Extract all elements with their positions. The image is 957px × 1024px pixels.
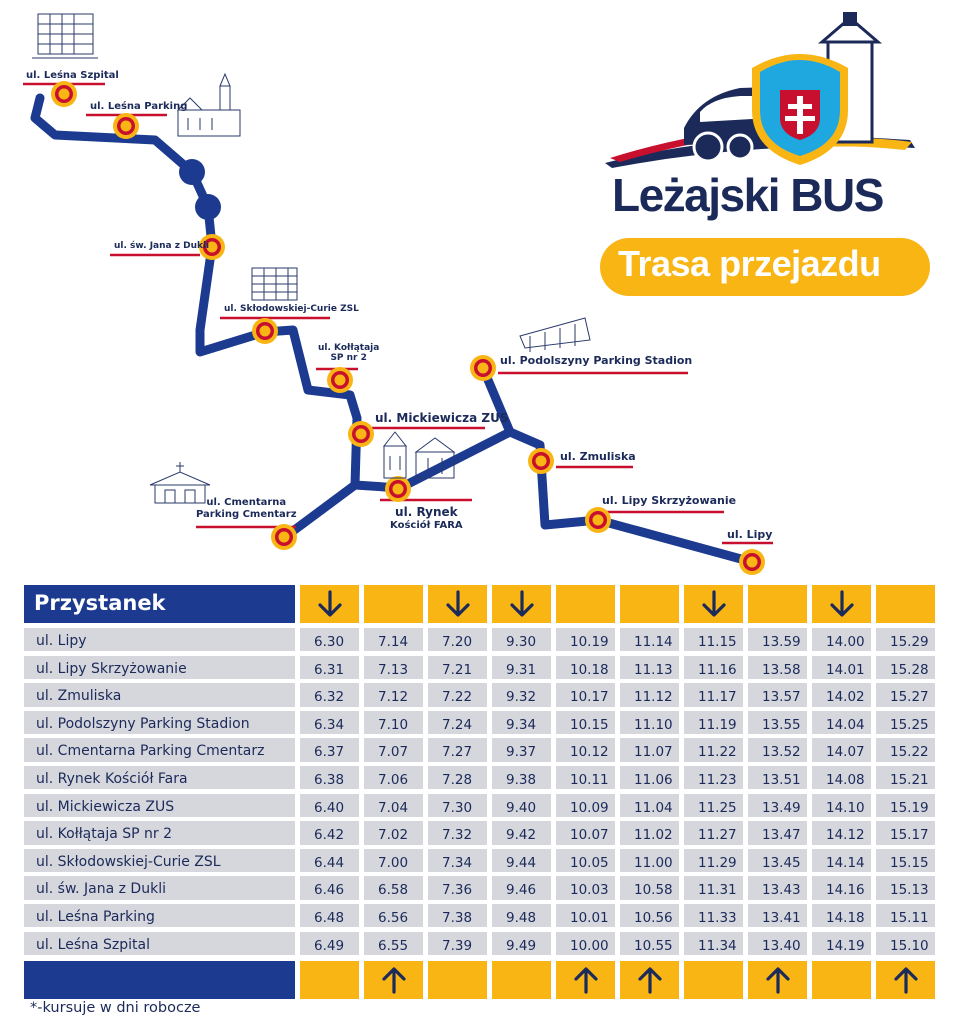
departure-time-cell: 15.10 bbox=[876, 932, 935, 955]
stop-name-cell: ul. Cmentarna Parking Cmentarz bbox=[24, 738, 295, 761]
departure-time-cell: 11.17 bbox=[684, 683, 743, 706]
departure-time-cell: 13.51 bbox=[748, 766, 807, 789]
departure-time-cell: 15.22 bbox=[876, 738, 935, 761]
arrow-down-icon bbox=[507, 589, 537, 619]
stadium-sketch-icon bbox=[520, 318, 590, 352]
departure-time-cell: 14.19 bbox=[812, 932, 871, 955]
departure-time-cell: 14.12 bbox=[812, 821, 871, 844]
departure-time-cell: 9.30 bbox=[492, 628, 551, 651]
departure-time-cell: 6.55 bbox=[364, 932, 423, 955]
departure-time-cell: 9.44 bbox=[492, 849, 551, 872]
departure-time-cell: 11.06 bbox=[620, 766, 679, 789]
departure-time-cell: 6.42 bbox=[300, 821, 359, 844]
departure-time-cell: 10.05 bbox=[556, 849, 615, 872]
departure-time-cell: 6.44 bbox=[300, 849, 359, 872]
stop-name-cell: ul. Lipy bbox=[24, 628, 295, 651]
logo-icon bbox=[605, 12, 915, 168]
stop-marker[interactable] bbox=[51, 81, 77, 107]
departure-time-cell: 7.02 bbox=[364, 821, 423, 844]
departure-time-cell: 11.22 bbox=[684, 738, 743, 761]
school-sketch-icon bbox=[252, 268, 297, 300]
stop-marker[interactable] bbox=[252, 318, 278, 344]
map-label-rynek-line1: ul. Rynek bbox=[395, 505, 458, 519]
departure-time-cell: 15.28 bbox=[876, 656, 935, 679]
departure-time-cell: 7.07 bbox=[364, 738, 423, 761]
arrow-down-icon bbox=[443, 589, 473, 619]
departure-time-cell: 7.04 bbox=[364, 794, 423, 817]
map-label-lipy-skrzyzowanie: ul. Lipy Skrzyżowanie bbox=[602, 494, 737, 507]
arrow-down-icon bbox=[827, 589, 857, 619]
departure-time-cell: 6.48 bbox=[300, 904, 359, 927]
column-direction-header bbox=[492, 585, 551, 623]
departure-time-cell: 9.34 bbox=[492, 711, 551, 734]
departure-time-cell: 7.14 bbox=[364, 628, 423, 651]
departure-time-cell: 11.34 bbox=[684, 932, 743, 955]
departure-time-cell: 15.19 bbox=[876, 794, 935, 817]
column-direction-footer bbox=[492, 961, 551, 999]
departure-time-cell: 11.02 bbox=[620, 821, 679, 844]
column-direction-header bbox=[556, 585, 615, 623]
map-label-cmentarna bbox=[196, 497, 297, 520]
departure-time-cell: 14.02 bbox=[812, 683, 871, 706]
departure-time-cell: 7.34 bbox=[428, 849, 487, 872]
map-label-cmentarna-line2: Parking Cmentarz bbox=[196, 508, 297, 520]
arrow-down-icon bbox=[699, 589, 729, 619]
departure-time-cell: 13.41 bbox=[748, 904, 807, 927]
stop-marker[interactable] bbox=[327, 367, 353, 393]
departure-time-cell: 13.45 bbox=[748, 849, 807, 872]
departure-time-cell: 6.31 bbox=[300, 656, 359, 679]
departure-time-cell: 9.48 bbox=[492, 904, 551, 927]
stop-marker[interactable] bbox=[271, 524, 297, 550]
departure-time-cell: 11.07 bbox=[620, 738, 679, 761]
departure-time-cell: 11.14 bbox=[620, 628, 679, 651]
departure-time-cell: 9.46 bbox=[492, 876, 551, 899]
departure-time-cell: 6.58 bbox=[364, 876, 423, 899]
departure-time-cell: 7.28 bbox=[428, 766, 487, 789]
departure-time-cell: 10.18 bbox=[556, 656, 615, 679]
departure-time-cell: 9.40 bbox=[492, 794, 551, 817]
arrow-down-icon bbox=[315, 589, 345, 619]
departure-time-cell: 10.01 bbox=[556, 904, 615, 927]
stop-name-cell: ul. Zmuliska bbox=[24, 683, 295, 706]
departure-time-cell: 13.57 bbox=[748, 683, 807, 706]
stop-name-cell: ul. Leśna Szpital bbox=[24, 932, 295, 955]
departure-time-cell: 10.55 bbox=[620, 932, 679, 955]
departure-time-cell: 9.32 bbox=[492, 683, 551, 706]
column-direction-header bbox=[684, 585, 743, 623]
map-label-rynek bbox=[390, 506, 463, 531]
arrow-up-icon bbox=[379, 965, 409, 995]
church-sketch-icon bbox=[384, 432, 454, 478]
departure-time-cell: 7.00 bbox=[364, 849, 423, 872]
map-label-lesna-parking: ul. Leśna Parking bbox=[90, 101, 188, 112]
departure-time-cell: 10.15 bbox=[556, 711, 615, 734]
departure-time-cell: 7.21 bbox=[428, 656, 487, 679]
departure-time-cell: 9.38 bbox=[492, 766, 551, 789]
departure-time-cell: 11.27 bbox=[684, 821, 743, 844]
column-direction-footer bbox=[620, 961, 679, 999]
departure-time-cell: 15.27 bbox=[876, 683, 935, 706]
departure-time-cell: 11.00 bbox=[620, 849, 679, 872]
departure-time-cell: 14.10 bbox=[812, 794, 871, 817]
departure-time-cell: 15.11 bbox=[876, 904, 935, 927]
stop-name-cell: ul. Skłodowskiej-Curie ZSL bbox=[24, 849, 295, 872]
map-label-lipy: ul. Lipy bbox=[727, 528, 773, 541]
departure-time-cell: 7.27 bbox=[428, 738, 487, 761]
departure-time-cell: 14.01 bbox=[812, 656, 871, 679]
departure-time-cell: 11.10 bbox=[620, 711, 679, 734]
departure-time-cell: 7.06 bbox=[364, 766, 423, 789]
brand-name: Leżajski BUS bbox=[612, 169, 883, 221]
column-direction-header bbox=[812, 585, 871, 623]
departure-time-cell: 15.13 bbox=[876, 876, 935, 899]
column-direction-header bbox=[364, 585, 423, 623]
map-label-cmentarna-line1: ul. Cmentarna bbox=[206, 497, 287, 508]
arrow-up-icon bbox=[571, 965, 601, 995]
arrow-up-icon bbox=[763, 965, 793, 995]
departure-time-cell: 14.08 bbox=[812, 766, 871, 789]
departure-time-cell: 10.56 bbox=[620, 904, 679, 927]
departure-time-cell: 10.00 bbox=[556, 932, 615, 955]
stop-marker[interactable] bbox=[739, 549, 765, 575]
route-title-pill bbox=[600, 238, 930, 296]
column-direction-footer bbox=[364, 961, 423, 999]
departure-time-cell: 7.39 bbox=[428, 932, 487, 955]
departure-time-cell: 9.42 bbox=[492, 821, 551, 844]
departure-time-cell: 10.12 bbox=[556, 738, 615, 761]
departure-time-cell: 11.12 bbox=[620, 683, 679, 706]
column-direction-footer bbox=[428, 961, 487, 999]
map-label-lesna-szpital: ul. Leśna Szpital bbox=[26, 70, 119, 81]
departure-time-cell: 6.40 bbox=[300, 794, 359, 817]
departure-time-cell: 11.04 bbox=[620, 794, 679, 817]
departure-time-cell: 7.13 bbox=[364, 656, 423, 679]
departure-time-cell: 11.29 bbox=[684, 849, 743, 872]
map-label-sklodowskiej: ul. Skłodowskiej-Curie ZSL bbox=[224, 304, 359, 314]
column-direction-footer bbox=[748, 961, 807, 999]
departure-time-cell: 6.49 bbox=[300, 932, 359, 955]
departure-time-cell: 10.19 bbox=[556, 628, 615, 651]
stop-name-cell: ul. Leśna Parking bbox=[24, 904, 295, 927]
departure-time-cell: 13.55 bbox=[748, 711, 807, 734]
stop-marker[interactable] bbox=[470, 355, 496, 381]
departure-time-cell: 13.52 bbox=[748, 738, 807, 761]
departure-time-cell: 11.23 bbox=[684, 766, 743, 789]
column-direction-header bbox=[620, 585, 679, 623]
stop-marker[interactable] bbox=[585, 507, 611, 533]
departure-time-cell: 13.47 bbox=[748, 821, 807, 844]
stop-name-cell: ul. Mickiewicza ZUS bbox=[24, 794, 295, 817]
departure-time-cell: 11.25 bbox=[684, 794, 743, 817]
route-title: Trasa przejazdu bbox=[618, 243, 881, 284]
stop-marker[interactable] bbox=[113, 113, 139, 139]
departure-time-cell: 15.25 bbox=[876, 711, 935, 734]
departure-time-cell: 14.14 bbox=[812, 849, 871, 872]
map-label-rynek-line2: Kościół FARA bbox=[390, 519, 463, 531]
departure-time-cell: 11.13 bbox=[620, 656, 679, 679]
column-direction-header bbox=[428, 585, 487, 623]
hospital-sketch-icon bbox=[32, 14, 98, 58]
departure-time-cell: 9.31 bbox=[492, 656, 551, 679]
arrow-up-icon bbox=[891, 965, 921, 995]
departure-time-cell: 7.38 bbox=[428, 904, 487, 927]
column-direction-header bbox=[748, 585, 807, 623]
stop-name-cell: ul. Rynek Kościół Fara bbox=[24, 766, 295, 789]
map-label-podolszyny: ul. Podolszyny Parking Stadion bbox=[500, 354, 693, 367]
departure-time-cell: 13.58 bbox=[748, 656, 807, 679]
departure-time-cell: 7.22 bbox=[428, 683, 487, 706]
stop-marker[interactable] bbox=[385, 476, 411, 502]
departure-time-cell: 11.33 bbox=[684, 904, 743, 927]
departure-time-cell: 10.17 bbox=[556, 683, 615, 706]
departure-time-cell: 11.16 bbox=[684, 656, 743, 679]
departure-time-cell: 6.32 bbox=[300, 683, 359, 706]
table-footer bbox=[24, 961, 295, 999]
departure-time-cell: 10.11 bbox=[556, 766, 615, 789]
departure-time-cell: 14.18 bbox=[812, 904, 871, 927]
column-direction-footer bbox=[300, 961, 359, 999]
departure-time-cell: 7.20 bbox=[428, 628, 487, 651]
stop-marker[interactable] bbox=[348, 421, 374, 447]
map-label-jana-z-dukli: ul. św. Jana z Dukli bbox=[114, 241, 210, 251]
departure-time-cell: 10.58 bbox=[620, 876, 679, 899]
departure-time-cell: 13.49 bbox=[748, 794, 807, 817]
stop-name-cell: ul. Kołłątaja SP nr 2 bbox=[24, 821, 295, 844]
column-direction-footer bbox=[556, 961, 615, 999]
departure-time-cell: 10.07 bbox=[556, 821, 615, 844]
departure-time-cell: 9.37 bbox=[492, 738, 551, 761]
map-label-mickiewicza: ul. Mickiewicza ZUS bbox=[375, 411, 509, 425]
departure-time-cell: 7.30 bbox=[428, 794, 487, 817]
departure-time-cell: 6.34 bbox=[300, 711, 359, 734]
departure-time-cell: 13.59 bbox=[748, 628, 807, 651]
column-direction-header bbox=[300, 585, 359, 623]
map-label-kollataja bbox=[318, 343, 379, 364]
departure-time-cell: 15.17 bbox=[876, 821, 935, 844]
route-node bbox=[179, 159, 205, 185]
column-direction-footer bbox=[684, 961, 743, 999]
departure-time-cell: 15.15 bbox=[876, 849, 935, 872]
departure-time-cell: 7.32 bbox=[428, 821, 487, 844]
departure-time-cell: 11.31 bbox=[684, 876, 743, 899]
map-label-zmuliska: ul. Zmuliska bbox=[560, 450, 636, 463]
map-label-kollataja-line1: ul. Kołłątaja bbox=[318, 343, 380, 353]
stop-name-cell: ul. Lipy Skrzyżowanie bbox=[24, 656, 295, 679]
footnote: *-kursuje w dni robocze bbox=[30, 1000, 201, 1016]
departure-time-cell: 15.29 bbox=[876, 628, 935, 651]
departure-time-cell: 7.24 bbox=[428, 711, 487, 734]
stop-name-cell: ul. Podolszyny Parking Stadion bbox=[24, 711, 295, 734]
departure-time-cell: 14.16 bbox=[812, 876, 871, 899]
stop-name-cell: ul. św. Jana z Dukli bbox=[24, 876, 295, 899]
route-node bbox=[195, 194, 221, 220]
departure-time-cell: 15.21 bbox=[876, 766, 935, 789]
departure-time-cell: 6.37 bbox=[300, 738, 359, 761]
departure-time-cell: 14.04 bbox=[812, 711, 871, 734]
map-label-kollataja-line2: SP nr 2 bbox=[330, 353, 367, 364]
column-direction-header bbox=[876, 585, 935, 623]
column-direction-footer bbox=[812, 961, 871, 999]
departure-time-cell: 6.46 bbox=[300, 876, 359, 899]
departure-time-cell: 11.19 bbox=[684, 711, 743, 734]
departure-time-cell: 7.10 bbox=[364, 711, 423, 734]
departure-time-cell: 6.30 bbox=[300, 628, 359, 651]
departure-time-cell: 13.43 bbox=[748, 876, 807, 899]
stop-marker[interactable] bbox=[528, 448, 554, 474]
departure-time-cell: 9.49 bbox=[492, 932, 551, 955]
departure-time-cell: 6.38 bbox=[300, 766, 359, 789]
departure-time-cell: 14.07 bbox=[812, 738, 871, 761]
departure-time-cell: 13.40 bbox=[748, 932, 807, 955]
departure-time-cell: 14.00 bbox=[812, 628, 871, 651]
departure-time-cell: 7.36 bbox=[428, 876, 487, 899]
table-header-title: Przystanek bbox=[24, 585, 295, 623]
departure-time-cell: 10.09 bbox=[556, 794, 615, 817]
departure-time-cell: 10.03 bbox=[556, 876, 615, 899]
departure-time-cell: 7.12 bbox=[364, 683, 423, 706]
column-direction-footer bbox=[876, 961, 935, 999]
departure-time-cell: 11.15 bbox=[684, 628, 743, 651]
departure-time-cell: 6.56 bbox=[364, 904, 423, 927]
arrow-up-icon bbox=[635, 965, 665, 995]
